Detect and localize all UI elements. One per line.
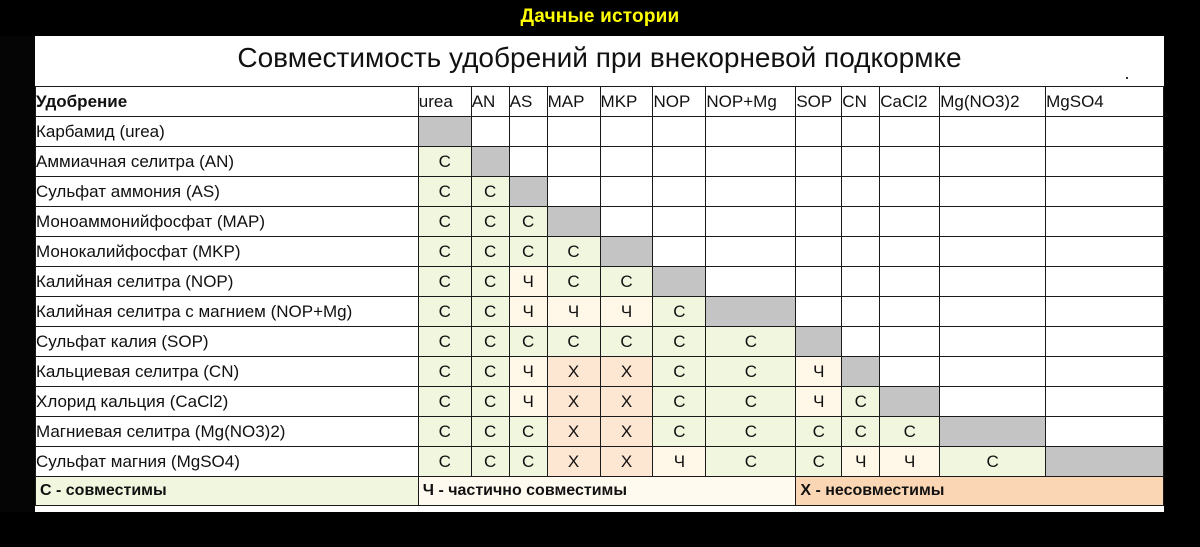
- column-header: CN: [842, 87, 880, 117]
- empty-cell: [940, 237, 1046, 267]
- table-row: [36, 417, 1164, 447]
- compat-cell: С: [706, 357, 796, 387]
- table-row: [36, 237, 1164, 267]
- empty-cell: [940, 327, 1046, 357]
- compatibility-table: [35, 86, 1164, 506]
- compat-cell: С: [418, 237, 471, 267]
- empty-cell: [880, 207, 940, 237]
- empty-cell: [706, 147, 796, 177]
- row-label: Моноаммонийфосфат (MAP): [36, 207, 419, 237]
- compat-cell: Х: [600, 447, 653, 477]
- frame-bottom: [0, 512, 1200, 547]
- empty-cell: [1046, 237, 1164, 267]
- empty-cell: [1046, 147, 1164, 177]
- sheet-title: Совместимость удобрений при внекорневой подкормке: [237, 42, 962, 73]
- compat-cell: С: [796, 447, 842, 477]
- compat-cell: С: [842, 417, 880, 447]
- compat-cell: Х: [600, 387, 653, 417]
- empty-cell: [880, 237, 940, 267]
- empty-cell: [509, 117, 547, 147]
- diagonal-cell: [1046, 447, 1164, 477]
- compat-cell: С: [471, 177, 509, 207]
- compat-cell: С: [653, 297, 706, 327]
- compat-cell: Ч: [509, 387, 547, 417]
- empty-cell: [706, 237, 796, 267]
- legend-partial: Ч - частично совместимы: [418, 477, 796, 506]
- empty-cell: [796, 207, 842, 237]
- diagonal-cell: [418, 117, 471, 147]
- diagonal-cell: [706, 297, 796, 327]
- compat-cell: С: [509, 417, 547, 447]
- empty-cell: [940, 267, 1046, 297]
- compat-cell: Х: [547, 447, 600, 477]
- compat-cell: Ч: [796, 357, 842, 387]
- compat-cell: С: [547, 267, 600, 297]
- empty-cell: [471, 117, 509, 147]
- empty-cell: [547, 147, 600, 177]
- empty-cell: [796, 237, 842, 267]
- compat-cell: С: [418, 447, 471, 477]
- compat-cell: С: [471, 447, 509, 477]
- table-row: [36, 267, 1164, 297]
- diagonal-cell: [471, 147, 509, 177]
- compat-cell: С: [418, 357, 471, 387]
- legend-compatible: С - совместимы: [36, 477, 419, 506]
- diagonal-cell: [509, 177, 547, 207]
- compat-cell: С: [418, 417, 471, 447]
- compat-cell: С: [706, 387, 796, 417]
- empty-cell: [796, 117, 842, 147]
- compat-cell: С: [471, 297, 509, 327]
- empty-cell: [880, 267, 940, 297]
- empty-cell: [706, 207, 796, 237]
- empty-cell: [600, 177, 653, 207]
- empty-cell: [880, 177, 940, 207]
- compat-cell: Х: [547, 357, 600, 387]
- empty-cell: [796, 297, 842, 327]
- diagonal-cell: [547, 207, 600, 237]
- row-label: Магниевая селитра (Mg(NO3)2): [36, 417, 419, 447]
- compat-cell: С: [418, 207, 471, 237]
- top-banner: [0, 0, 1200, 36]
- empty-cell: [842, 207, 880, 237]
- compat-cell: С: [509, 237, 547, 267]
- empty-cell: [880, 357, 940, 387]
- compat-cell: С: [471, 387, 509, 417]
- empty-cell: [1046, 417, 1164, 447]
- table-row: [36, 387, 1164, 417]
- empty-cell: [842, 297, 880, 327]
- compat-cell: С: [706, 447, 796, 477]
- column-header: AN: [471, 87, 509, 117]
- row-label: Сульфат калия (SOP): [36, 327, 419, 357]
- empty-cell: [1046, 117, 1164, 147]
- empty-cell: [842, 327, 880, 357]
- empty-cell: [940, 207, 1046, 237]
- compat-cell: С: [940, 447, 1046, 477]
- table-row: [36, 297, 1164, 327]
- empty-cell: [653, 177, 706, 207]
- compat-cell: Ч: [547, 297, 600, 327]
- column-header: urea: [418, 87, 471, 117]
- empty-cell: [653, 117, 706, 147]
- row-label: Карбамид (urea): [36, 117, 419, 147]
- column-header: NOP+Mg: [706, 87, 796, 117]
- header-row: [36, 87, 1164, 117]
- compat-cell: Ч: [509, 357, 547, 387]
- empty-cell: [796, 147, 842, 177]
- table-row: [36, 207, 1164, 237]
- compat-cell: С: [706, 327, 796, 357]
- empty-cell: [1046, 297, 1164, 327]
- empty-cell: [1046, 177, 1164, 207]
- compat-cell: С: [880, 417, 940, 447]
- empty-cell: [653, 147, 706, 177]
- empty-cell: [653, 237, 706, 267]
- compat-cell: С: [471, 207, 509, 237]
- empty-cell: [600, 207, 653, 237]
- empty-cell: [796, 267, 842, 297]
- empty-cell: [706, 177, 796, 207]
- compat-cell: С: [600, 327, 653, 357]
- compat-cell: С: [418, 297, 471, 327]
- diagonal-cell: [796, 327, 842, 357]
- empty-cell: [706, 267, 796, 297]
- compat-cell: Х: [547, 417, 600, 447]
- compat-cell: С: [509, 447, 547, 477]
- column-header: AS: [509, 87, 547, 117]
- empty-cell: [600, 147, 653, 177]
- compat-cell: С: [653, 417, 706, 447]
- channel-title: Дачные истории: [520, 6, 680, 27]
- empty-cell: [547, 177, 600, 207]
- compat-cell: С: [509, 327, 547, 357]
- table-row: [36, 147, 1164, 177]
- compat-cell: С: [418, 177, 471, 207]
- empty-cell: [509, 147, 547, 177]
- diagonal-cell: [600, 237, 653, 267]
- column-header: SOP: [796, 87, 842, 117]
- compat-cell: Ч: [842, 447, 880, 477]
- compat-cell: Х: [600, 417, 653, 447]
- compat-cell: С: [471, 417, 509, 447]
- compat-cell: С: [509, 207, 547, 237]
- empty-cell: [600, 117, 653, 147]
- table-row: [36, 177, 1164, 207]
- compat-cell: С: [471, 327, 509, 357]
- compat-cell: С: [471, 357, 509, 387]
- compat-cell: С: [653, 387, 706, 417]
- empty-cell: [842, 267, 880, 297]
- compat-cell: С: [418, 327, 471, 357]
- column-header: MAP: [547, 87, 600, 117]
- compat-cell: С: [842, 387, 880, 417]
- legend-incompatible: Х - несовместимы: [796, 477, 1164, 506]
- empty-cell: [842, 237, 880, 267]
- compat-cell: Ч: [600, 297, 653, 327]
- compat-cell: Ч: [509, 267, 547, 297]
- row-label: Аммиачная селитра (AN): [36, 147, 419, 177]
- compat-cell: С: [796, 417, 842, 447]
- compat-cell: С: [653, 357, 706, 387]
- corner-header: Удобрение: [36, 87, 419, 117]
- empty-cell: [796, 177, 842, 207]
- column-header: MKP: [600, 87, 653, 117]
- empty-cell: [1046, 207, 1164, 237]
- compat-cell: Ч: [796, 387, 842, 417]
- compat-cell: С: [418, 267, 471, 297]
- empty-cell: [940, 177, 1046, 207]
- compat-cell: С: [706, 417, 796, 447]
- empty-cell: [940, 357, 1046, 387]
- empty-cell: [940, 147, 1046, 177]
- empty-cell: [706, 117, 796, 147]
- compat-cell: Ч: [880, 447, 940, 477]
- compat-cell: С: [547, 237, 600, 267]
- compat-cell: С: [418, 147, 471, 177]
- compat-cell: С: [418, 387, 471, 417]
- row-label: Калийная селитра с магнием (NOP+Mg): [36, 297, 419, 327]
- diagonal-cell: [940, 417, 1046, 447]
- empty-cell: [1046, 357, 1164, 387]
- stray-dot: [1126, 77, 1128, 79]
- empty-cell: [880, 297, 940, 327]
- diagonal-cell: [880, 387, 940, 417]
- empty-cell: [1046, 387, 1164, 417]
- empty-cell: [1046, 327, 1164, 357]
- row-label: Кальциевая селитра (CN): [36, 357, 419, 387]
- empty-cell: [653, 207, 706, 237]
- table-row: [36, 447, 1164, 477]
- empty-cell: [880, 117, 940, 147]
- compat-cell: С: [471, 237, 509, 267]
- compat-cell: С: [653, 327, 706, 357]
- compatibility-sheet: [35, 36, 1164, 512]
- empty-cell: [940, 297, 1046, 327]
- compat-cell: Ч: [509, 297, 547, 327]
- frame-right: [1164, 36, 1200, 547]
- compat-cell: С: [471, 267, 509, 297]
- empty-cell: [940, 387, 1046, 417]
- compat-cell: Х: [600, 357, 653, 387]
- empty-cell: [880, 147, 940, 177]
- compat-cell: С: [547, 327, 600, 357]
- diagonal-cell: [653, 267, 706, 297]
- empty-cell: [842, 117, 880, 147]
- empty-cell: [842, 177, 880, 207]
- column-header: MgSO4: [1046, 87, 1164, 117]
- compat-cell: Ч: [653, 447, 706, 477]
- table-row: [36, 327, 1164, 357]
- empty-cell: [842, 147, 880, 177]
- column-header: CaCl2: [880, 87, 940, 117]
- compat-cell: Х: [547, 387, 600, 417]
- empty-cell: [880, 327, 940, 357]
- row-label: Сульфат аммония (AS): [36, 177, 419, 207]
- column-header: NOP: [653, 87, 706, 117]
- table-row: [36, 357, 1164, 387]
- row-label: Сульфат магния (MgSO4): [36, 447, 419, 477]
- diagonal-cell: [842, 357, 880, 387]
- empty-cell: [547, 117, 600, 147]
- legend-row: [36, 477, 1164, 506]
- compat-cell: С: [600, 267, 653, 297]
- row-label: Калийная селитра (NOP): [36, 267, 419, 297]
- empty-cell: [1046, 267, 1164, 297]
- row-label: Хлорид кальция (CaCl2): [36, 387, 419, 417]
- column-header: Mg(NO3)2: [940, 87, 1046, 117]
- empty-cell: [940, 117, 1046, 147]
- table-row: [36, 117, 1164, 147]
- row-label: Монокалийфосфат (MKP): [36, 237, 419, 267]
